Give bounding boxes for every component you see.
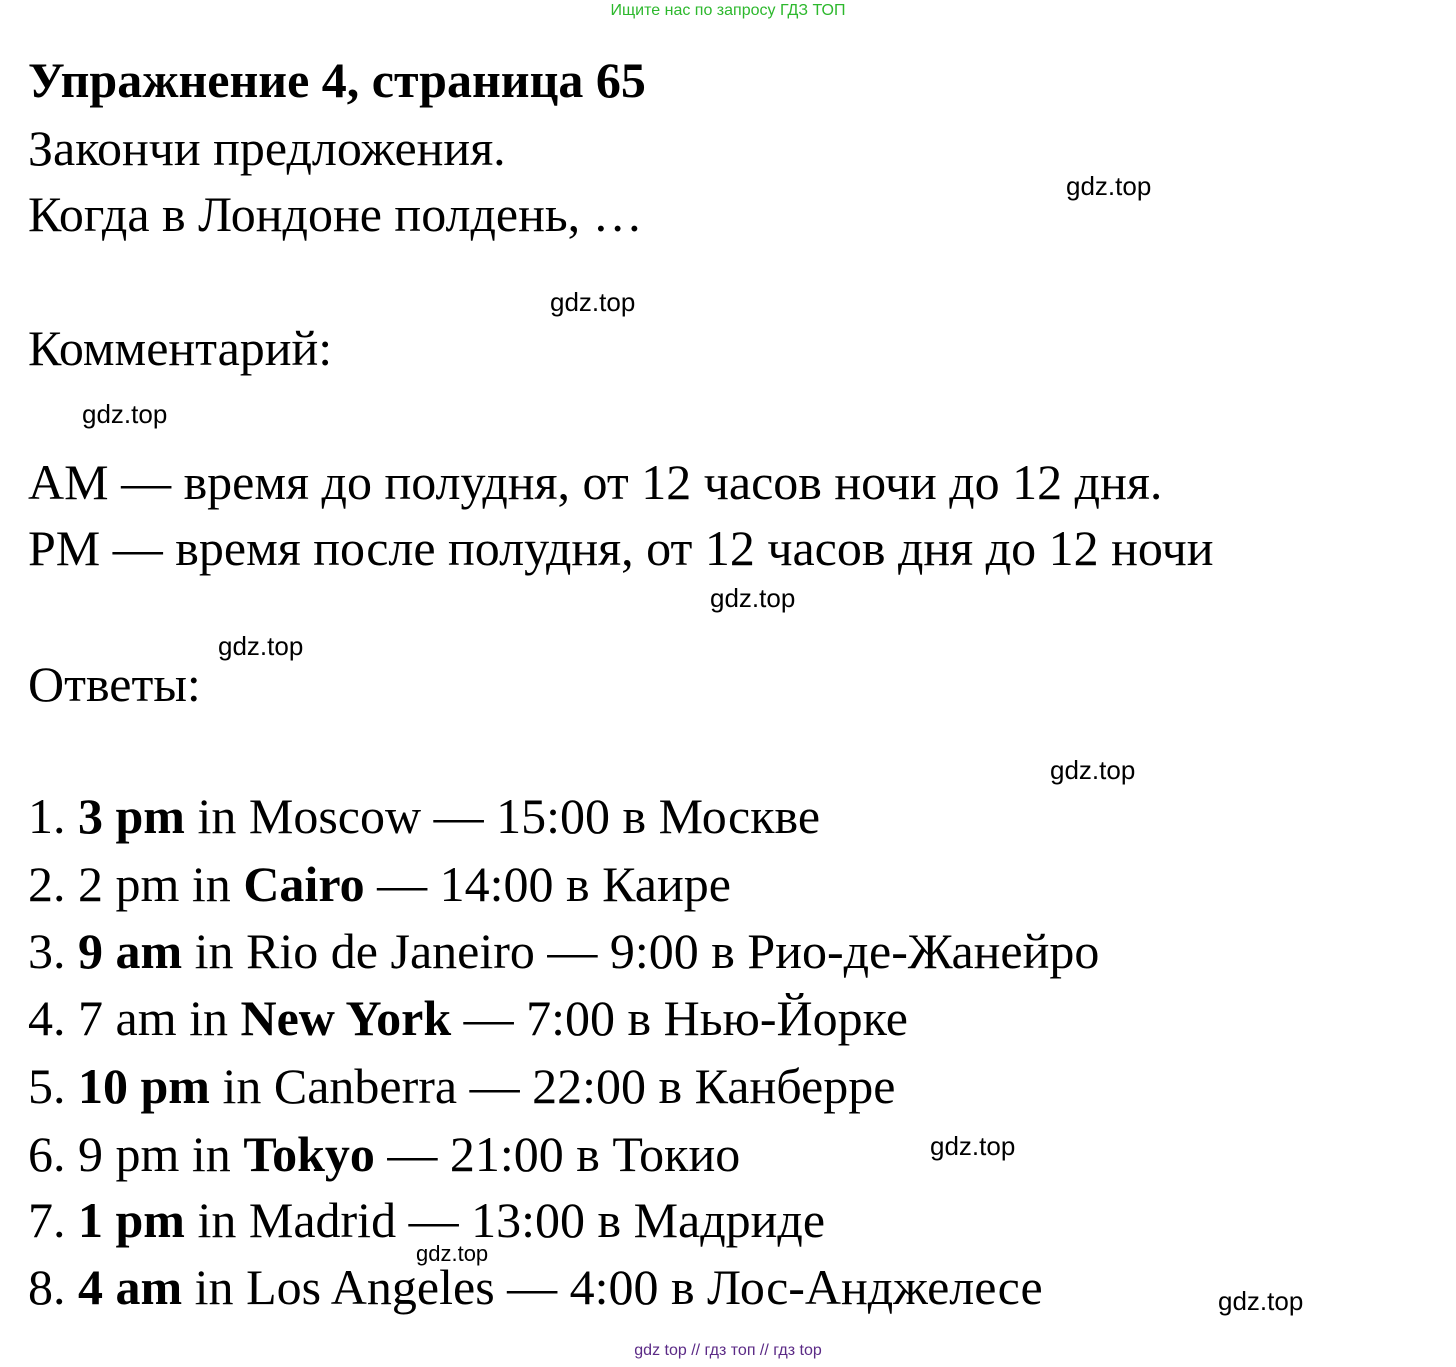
answer-translation: — 4:00 в Лос-Анджелесе [507,1259,1043,1315]
answer-translation: — 9:00 в Рио-де-Жанейро [547,923,1100,979]
answer-number: 2. [28,856,66,912]
answer-preposition: in [197,788,237,844]
task-instruction: Закончи предложения. [28,120,506,176]
comment-pm: PM — время после полудня, от 12 часов дня до 12 ночи [28,520,1214,576]
task-prompt: Когда в Лондоне полдень, … [28,186,643,242]
answer-city: Tokyo [243,1126,375,1182]
answer-city: Rio de Janeiro [246,923,535,979]
answer-item [28,1257,1043,1317]
answer-preposition: in [189,990,228,1046]
answer-translation: — 22:00 в Канберре [469,1058,896,1114]
answer-time: 4 am [78,1259,183,1315]
answer-preposition: in [222,1058,262,1114]
answer-number: 6. [28,1126,66,1182]
answer-item [28,1124,740,1184]
answer-preposition: in [194,1259,234,1315]
answer-time: 1 pm [78,1192,185,1248]
watermark: gdz.top [1066,171,1152,201]
watermark: gdz.top [218,631,304,661]
answer-time: 3 pm [78,788,185,844]
answer-preposition: in [191,856,231,912]
watermark: gdz.top [550,287,636,317]
answer-item [28,786,820,846]
answer-number: 3. [28,923,66,979]
answer-city: Canberra [273,1058,458,1114]
watermark: gdz.top [82,399,168,429]
answer-translation: — 15:00 в Москве [433,788,821,844]
watermark: gdz.top [1218,1286,1304,1316]
answer-number: 7. [28,1192,66,1248]
answer-preposition: in [191,1126,231,1182]
watermark: gdz.top [710,583,796,613]
watermark: gdz.top [1050,755,1136,785]
answer-translation: — 14:00 в Каире [377,856,731,912]
watermark: gdz.top [930,1131,1016,1161]
answer-translation: — 21:00 в Токио [387,1126,741,1182]
answer-city: New York [240,990,452,1046]
answer-number: 4. [28,990,66,1046]
answer-city: Cairo [243,856,365,912]
answer-time: 2 pm [78,856,180,912]
page-title: Упражнение 4, страница 65 [28,52,646,108]
answer-preposition: in [194,923,234,979]
answer-number: 8. [28,1259,66,1315]
watermark: gdz.top [416,1241,489,1266]
answer-city: Los Angeles [246,1259,495,1315]
answer-item [28,921,1099,981]
answer-number: 1. [28,788,66,844]
answer-time: 9 am [78,923,183,979]
answer-preposition: in [197,1192,237,1248]
footer-links: gdz top // гдз топ // гдз top [634,1342,822,1359]
comment-am: AM — время до полудня, от 12 часов ночи до 12 дня. [28,454,1163,510]
answer-time: 9 pm [78,1126,180,1182]
answer-number: 5. [28,1058,66,1114]
answer-city: Madrid [248,1192,397,1248]
comment-heading: Комментарий: [28,320,333,376]
search-banner: Ищите нас по запросу ГДЗ ТОП [610,2,846,19]
answer-translation: — 13:00 в Мадриде [408,1192,826,1248]
answer-item [28,988,908,1048]
answer-time: 10 pm [78,1058,210,1114]
answer-translation: — 7:00 в Нью-Йорке [463,990,908,1046]
answer-time: 7 am [78,990,177,1046]
answer-item [28,854,731,914]
answers-heading: Ответы: [28,656,201,712]
answer-item [28,1056,895,1116]
answer-city: Moscow [248,788,422,844]
